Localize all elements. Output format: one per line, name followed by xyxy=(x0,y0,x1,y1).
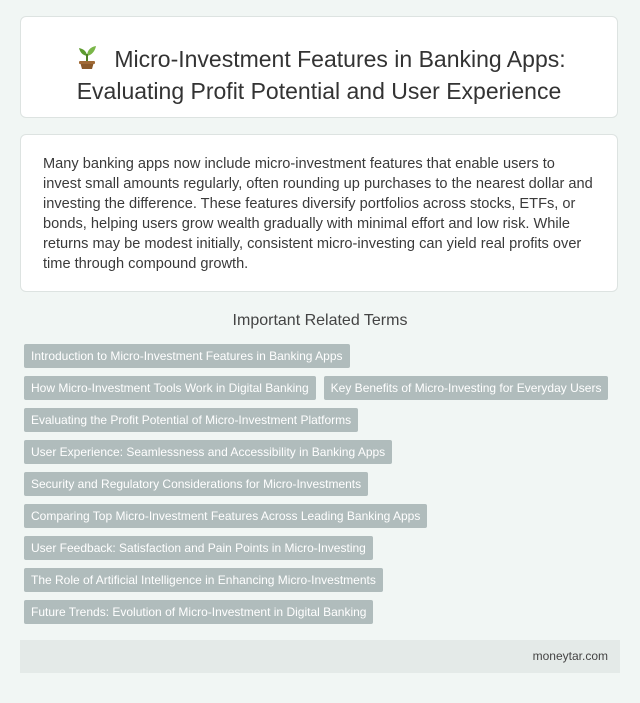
seedling-icon xyxy=(72,42,102,70)
page-title-text: Micro-Investment Features in Banking Apps: Evaluating Profit Potential and User Experience xyxy=(76,46,566,104)
header-card xyxy=(20,16,618,118)
footer xyxy=(20,640,620,673)
related-term-tag[interactable]: User Experience: Seamlessness and Accessibility in Banking Apps xyxy=(24,440,392,464)
related-term-tag[interactable]: Evaluating the Profit Potential of Micro-Investment Platforms xyxy=(24,408,358,432)
related-term-tag[interactable]: How Micro-Investment Tools Work in Digital Banking xyxy=(24,376,316,400)
page-title xyxy=(21,17,617,107)
related-term-tag[interactable]: The Role of Artificial Intelligence in Enhancing Micro-Investments xyxy=(24,568,383,592)
related-terms-list xyxy=(24,344,620,624)
related-term-tag[interactable]: Comparing Top Micro-Investment Features Across Leading Banking Apps xyxy=(24,504,427,528)
related-term-tag[interactable]: Security and Regulatory Considerations for Micro-Investments xyxy=(24,472,368,496)
intro-card xyxy=(20,134,618,292)
related-terms-heading: Important Related Terms xyxy=(232,312,408,329)
footer-site-link[interactable]: moneytar.com xyxy=(532,649,608,663)
intro-paragraph: Many banking apps now include micro-investment features that enable users to invest small amounts regularly, often rounding up purchases to the nearest dollar and investing the difference. These features diversify portfolios across stocks, ETFs, or bonds, helping users grow wealth gradually with minimal effort and low risk. While returns may be modest initially, consistent micro-investing can yield real profits over time through compound growth. xyxy=(43,156,593,272)
related-term-tag[interactable]: Introduction to Micro-Investment Features in Banking Apps xyxy=(24,344,350,368)
related-term-tag[interactable]: Future Trends: Evolution of Micro-Investment in Digital Banking xyxy=(24,600,373,624)
related-term-tag[interactable]: User Feedback: Satisfaction and Pain Points in Micro-Investing xyxy=(24,536,373,560)
related-term-tag[interactable]: Key Benefits of Micro-Investing for Everyday Users xyxy=(324,376,609,400)
